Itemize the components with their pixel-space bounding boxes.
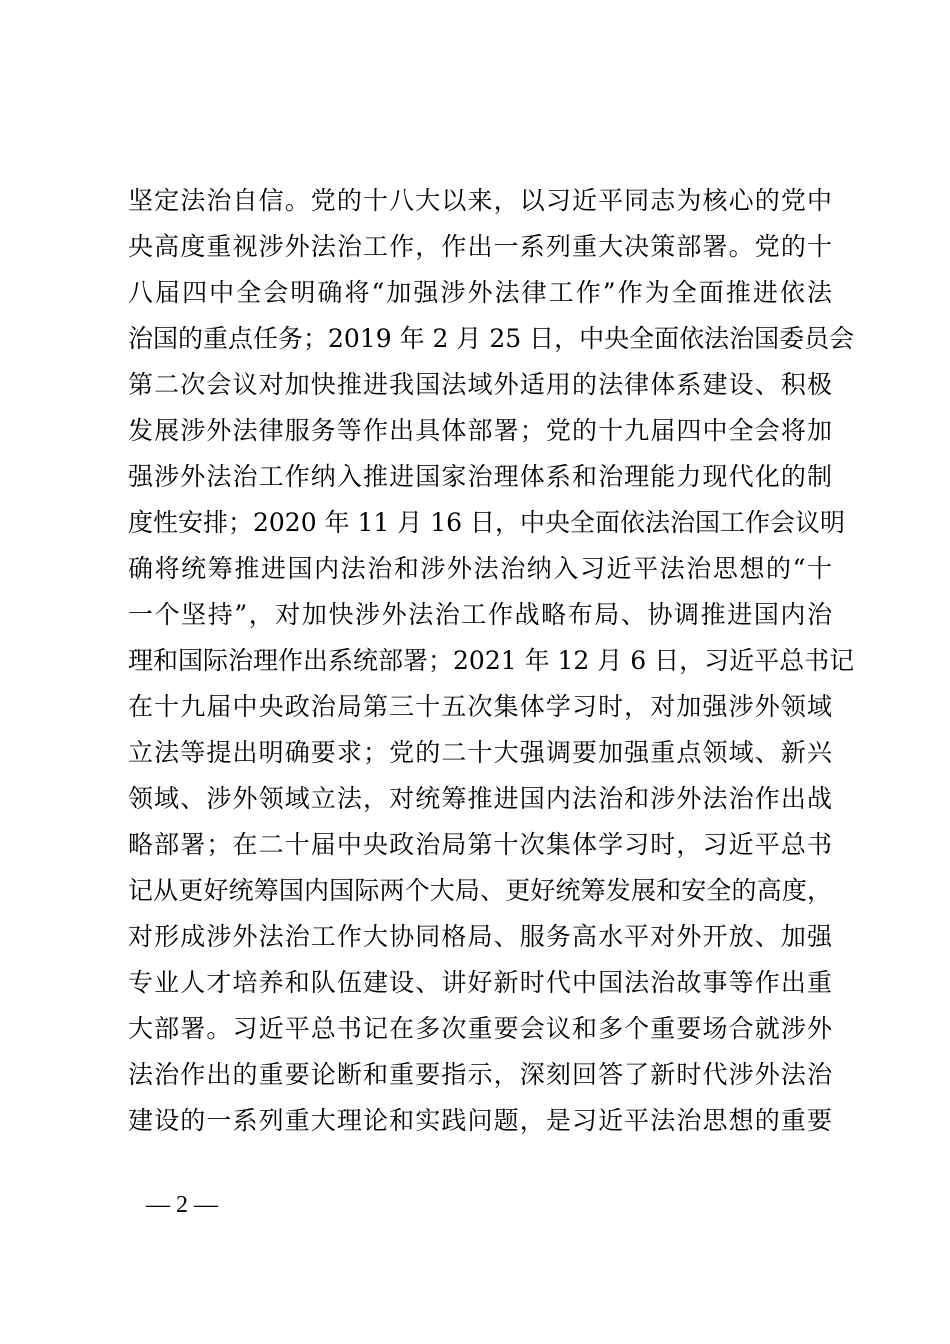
text-line: 记从更好统筹国内国际两个大局、更好统筹发展和安全的高度，: [128, 876, 832, 905]
text-line: 确将统筹推进国内法治和涉外法治纳入习近平法治思想的“十: [128, 554, 832, 583]
text-line: 强涉外法治工作纳入推进国家治理体系和治理能力现代化的制: [128, 462, 832, 491]
text-line: 发展涉外法律服务等作出具体部署；党的十九届四中全会将加: [128, 416, 832, 445]
text-line: 专业人才培养和队伍建设、讲好新时代中国法治故事等作出重: [128, 968, 832, 997]
body-paragraph: [128, 178, 855, 1144]
text-line: 央高度重视涉外法治工作，作出一系列重大决策部署。党的十: [128, 232, 832, 261]
text-line: 对形成涉外法治工作大协同格局、服务高水平对外开放、加强: [128, 922, 832, 951]
text-line: 坚定法治自信。党的十八大以来，以习近平同志为核心的党中: [128, 186, 832, 215]
text-line: 在十九届中央政治局第三十五次集体学习时，对加强涉外领域: [128, 692, 832, 721]
text-line: 建设的一系列重大理论和实践问题，是习近平法治思想的重要: [128, 1106, 832, 1135]
text-line: 理和国际治理作出系统部署；2021 年 12 月 6 日，习近平总书记: [128, 646, 855, 675]
text-line: 一个坚持”，对加快涉外法治工作战略布局、协调推进国内治: [128, 600, 832, 629]
text-line: 治国的重点任务；2019 年 2 月 25 日，中央全面依法治国委员会: [128, 324, 855, 353]
text-line: 大部署。习近平总书记在多次重要会议和多个重要场合就涉外: [128, 1014, 832, 1043]
text-line: 立法等提出明确要求；党的二十大强调要加强重点领域、新兴: [128, 738, 832, 767]
text-line: 第二次会议对加快推进我国法域外适用的法律体系建设、积极: [128, 370, 832, 399]
text-line: 八届四中全会明确将“加强涉外法律工作”作为全面推进依法: [128, 278, 832, 307]
page-number: — 2 —: [146, 1192, 218, 1218]
text-line: 略部署；在二十届中央政治局第十次集体学习时，习近平总书: [128, 830, 832, 859]
text-line: 法治作出的重要论断和重要指示，深刻回答了新时代涉外法治: [128, 1060, 832, 1089]
text-line: 领域、涉外领域立法，对统筹推进国内法治和涉外法治作出战: [128, 784, 832, 813]
text-line: 度性安排；2020 年 11 月 16 日，中央全面依法治国工作会议明: [128, 508, 845, 537]
